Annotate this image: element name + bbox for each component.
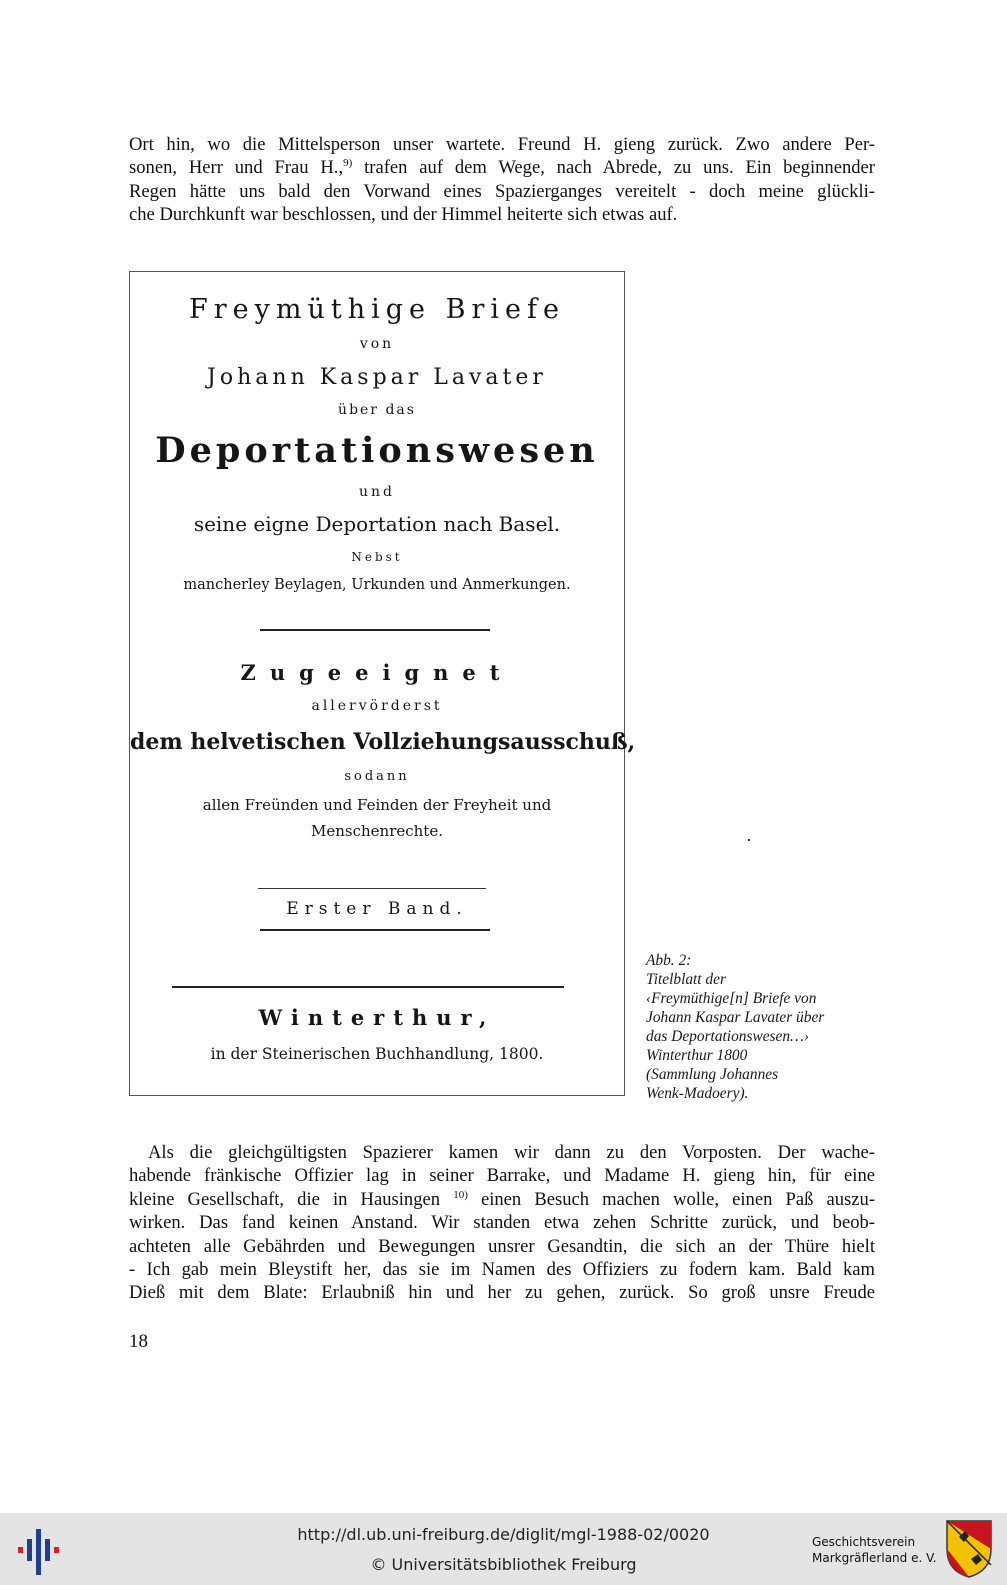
coat-of-arms-icon — [945, 1519, 993, 1579]
title-line: Zugeeignet — [240, 660, 514, 685]
title-line: allen Freünden und Feinden der Freyheit und — [202, 796, 552, 814]
divider — [258, 888, 486, 889]
title-line: Menschenrechte. — [311, 822, 443, 840]
title-line: sodann — [344, 769, 410, 784]
text-line: Regen hätte uns bald den Vorwand eines Spazierganges vereitelt - doch meine glückli- — [129, 180, 875, 202]
body-paragraph-top — [129, 133, 875, 227]
text-line: kleine Gesellschaft, die in Hausingen $^{10)}$ einen Besuch machen wolle, einen Paß auszu- — [129, 1188, 876, 1210]
title-line: Deportationswesen — [155, 430, 599, 471]
caption-line: Titelblatt der — [646, 971, 726, 988]
page-number: 18 — [129, 1331, 148, 1352]
title-line: mancherley Beylagen, Urkunden und Anmerkungen. — [183, 577, 571, 593]
organization-name: Geschichtsverein Markgräflerland e. V. — [812, 1535, 937, 1565]
divider — [260, 629, 490, 631]
caption-line: (Sammlung Johannes — [646, 1066, 779, 1083]
caption-line: Winterthur 1800 — [646, 1047, 748, 1064]
footer-bar — [0, 1513, 1007, 1585]
caption-line: ‹Freymüthige[n] Briefe von — [646, 990, 817, 1007]
footnote-ref: 9) — [343, 157, 353, 170]
text-line: che Durchkunft war beschlossen, und der Himmel heiterte sich etwas auf. — [129, 204, 678, 226]
caption-line: Johann Kaspar Lavater über — [646, 1009, 825, 1026]
caption-line: Wenk-Madoery). — [646, 1085, 749, 1102]
title-line: Johann Kaspar Lavater — [207, 365, 547, 390]
body-paragraph-bottom — [129, 1141, 875, 1305]
text-line: sonen, Herr und Frau H.,$^{9)}$ trafen auf dem Wege, nach Abrede, zu uns. Ein beginnender — [129, 157, 875, 179]
text-line: Dieß mit dem Blate: Erlaubniß hin und her zu gehen, zurück. So groß unsre Freude — [129, 1282, 875, 1304]
text-line: - Ich gab mein Bleystift her, das sie im Namen des Offiziers zu fodern kam. Bald kam — [129, 1259, 875, 1281]
title-line: über das — [338, 402, 416, 418]
title-line: allervörderst — [311, 698, 443, 714]
title-line: seine eigne Deportation nach Basel. — [193, 512, 561, 536]
copyright-text: © Universitätsbibliothek Freiburg — [370, 1555, 637, 1574]
title-line: in der Steinerischen Buchhandlung, 1800. — [210, 1045, 544, 1063]
title-line: und — [359, 484, 395, 500]
title-line: dem helvetischen Vollziehungsausschuß, — [130, 729, 636, 755]
source-url-link[interactable]: http://dl.ub.uni-freiburg.de/diglit/mgl-1988-02/0020 — [297, 1525, 710, 1544]
text-line: wirken. Das fand keinen Anstand. Wir standen etwa zehen Schritte zurück, und beob- — [129, 1212, 875, 1234]
divider — [260, 929, 490, 931]
title-line: Nebst — [351, 550, 403, 564]
title-line: Freymüthige Briefe — [189, 294, 565, 325]
footnote-ref: 10) — [453, 1188, 468, 1201]
title-line: Winterthur, — [258, 1005, 496, 1030]
scan-speck — [748, 839, 750, 841]
caption-line: das Deportationswesen…› — [646, 1028, 809, 1045]
title-line: von — [359, 336, 395, 352]
text-line: habende fränkische Offizier lag in seiner Barrake, und Madame H. gieng hin, für eine — [129, 1165, 875, 1187]
text-line: Ort hin, wo die Mittelsperson unser wartete. Freund H. gieng zurück. Zwo andere Per- — [129, 134, 875, 155]
title-line: Erster Band. — [286, 899, 468, 919]
caption-line: Abb. 2: — [646, 952, 692, 969]
divider — [172, 986, 564, 988]
title-page-figure — [129, 271, 636, 1096]
text-line: achteten alle Gebährden und Bewegungen unsrer Gesandtin, die sich an der Thüre hielt — [129, 1235, 875, 1257]
text-line: Als die gleichgültigsten Spazierer kamen wir dann zu den Vorposten. Der wache- — [148, 1142, 875, 1163]
figure-caption — [646, 951, 886, 1103]
